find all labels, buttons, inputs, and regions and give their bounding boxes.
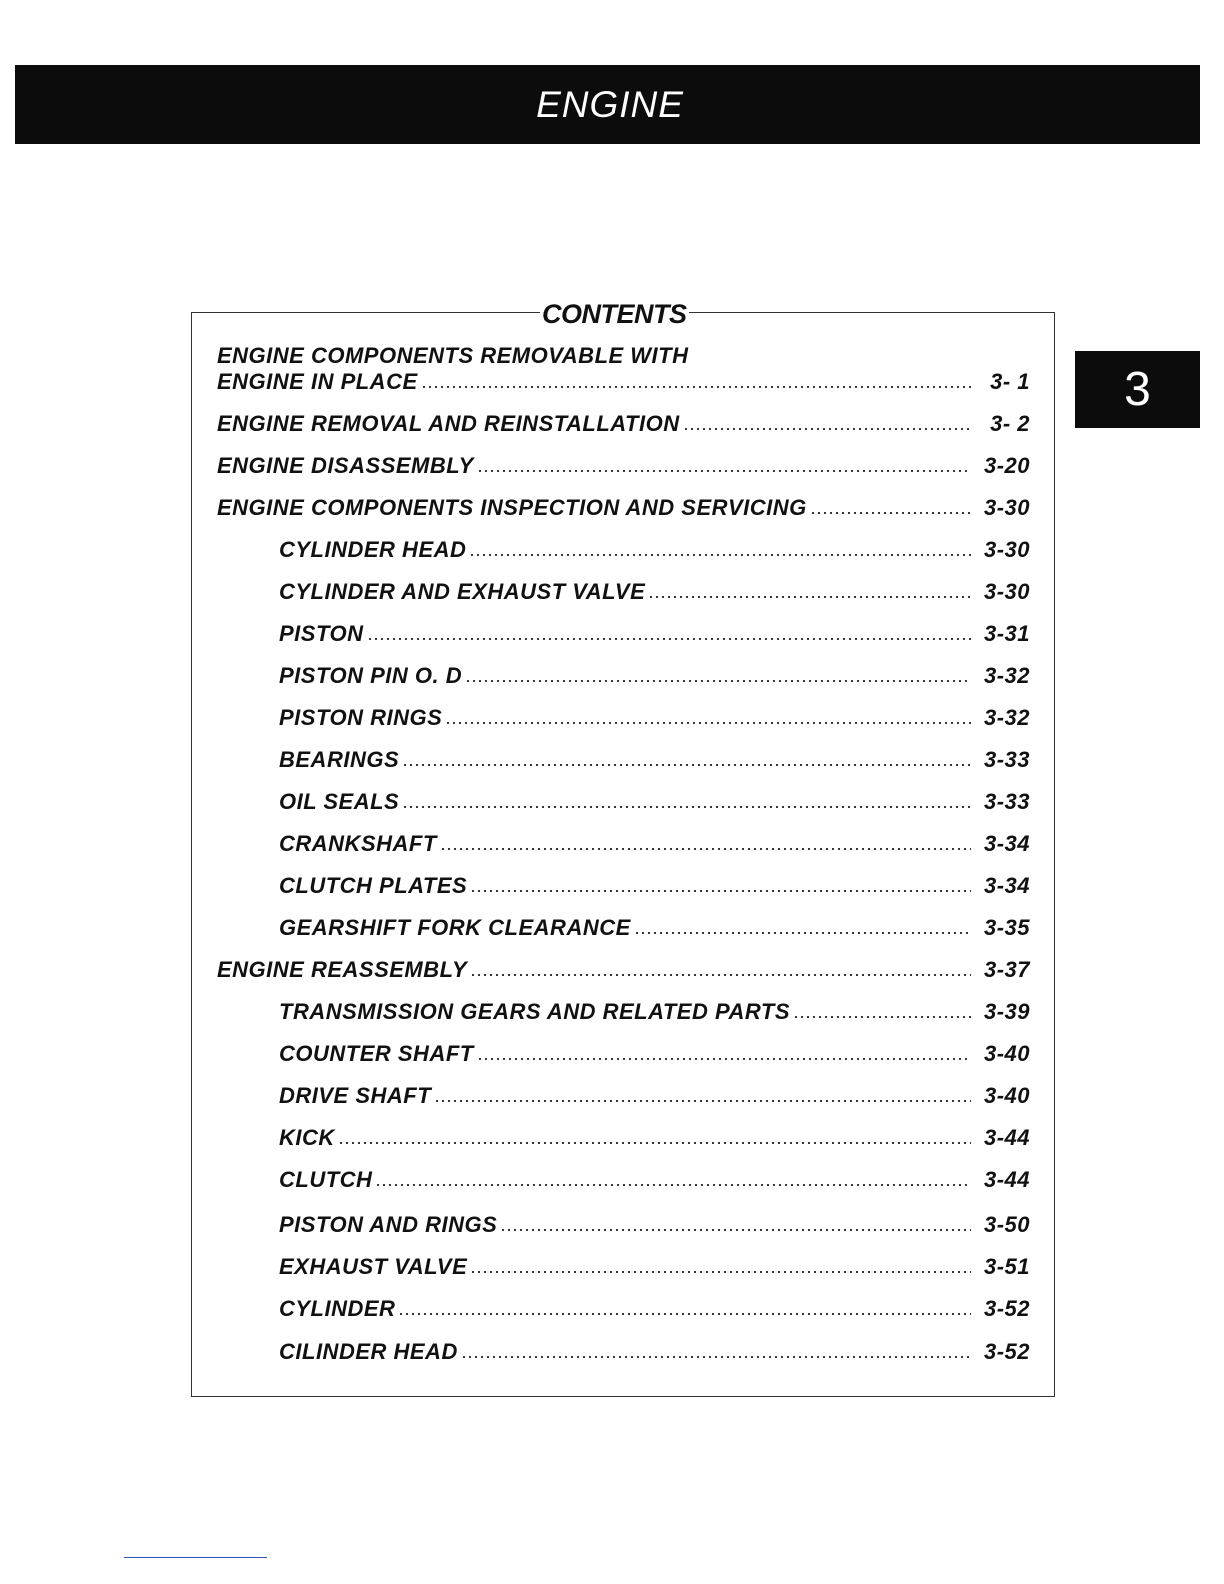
toc-entry-label: PISTON bbox=[279, 621, 364, 646]
toc-entry[interactable] bbox=[279, 873, 1030, 899]
toc-entry[interactable] bbox=[279, 537, 1030, 563]
toc-entry[interactable] bbox=[279, 663, 1030, 689]
toc-entry[interactable] bbox=[279, 1296, 1030, 1322]
toc-entry-label: PISTON PIN O. D bbox=[279, 663, 463, 688]
toc-entry-label: BEARINGS bbox=[279, 747, 400, 772]
dot-leader bbox=[440, 847, 971, 851]
footer-rule bbox=[124, 1557, 267, 1558]
header-bar bbox=[15, 65, 1200, 144]
toc-entry-page: 3-33 bbox=[983, 747, 1030, 772]
toc-entry-label: ENGINE IN PLACE bbox=[217, 369, 418, 394]
toc-entry-page: 3-32 bbox=[983, 663, 1030, 688]
toc-entry-page: 3-33 bbox=[983, 789, 1030, 814]
toc-entry-label: COUNTER SHAFT bbox=[279, 1041, 474, 1066]
chapter-tab: 3 bbox=[1075, 351, 1200, 428]
toc-entry-page: 3-35 bbox=[983, 915, 1030, 940]
toc-entry-label: CRANKSHAFT bbox=[279, 831, 437, 856]
toc-entry-page: 3-31 bbox=[983, 621, 1030, 646]
toc-entry-page: 3-52 bbox=[983, 1339, 1030, 1364]
toc-entry-page: 3-34 bbox=[983, 873, 1030, 898]
page-title: ENGINE bbox=[536, 83, 684, 125]
toc-entry[interactable] bbox=[279, 1212, 1030, 1238]
dot-leader bbox=[470, 973, 971, 977]
toc-entry-label: EXHAUST VALVE bbox=[279, 1254, 468, 1279]
toc-entry-label: ENGINE REASSEMBLY bbox=[217, 957, 468, 982]
dot-leader bbox=[634, 931, 971, 935]
toc-entry[interactable] bbox=[279, 621, 1030, 647]
toc-entry-page: 3-32 bbox=[983, 705, 1030, 730]
contents-title: CONTENTS bbox=[542, 299, 687, 329]
toc-entry-line: ENGINE COMPONENTS REMOVABLE WITH bbox=[217, 343, 689, 368]
toc-entry-page: 3- 1 bbox=[990, 369, 1030, 394]
toc-entry-page: 3-40 bbox=[983, 1083, 1030, 1108]
toc-entry-page: 3-34 bbox=[983, 831, 1030, 856]
toc-entry-page: 3-40 bbox=[983, 1041, 1030, 1066]
toc-entry[interactable] bbox=[279, 747, 1030, 773]
toc-entry[interactable] bbox=[217, 957, 1030, 983]
dot-leader bbox=[477, 1057, 971, 1061]
dot-leader bbox=[465, 679, 971, 683]
dot-leader bbox=[338, 1141, 971, 1145]
toc-entry-label: ENGINE REMOVAL AND REINSTALLATION bbox=[217, 411, 680, 436]
dot-leader bbox=[375, 1183, 971, 1187]
toc-entry-label: DRIVE SHAFT bbox=[279, 1083, 432, 1108]
toc-entry-page: 3- 2 bbox=[990, 411, 1030, 436]
toc-entry-label: OIL SEALS bbox=[279, 789, 400, 814]
dot-leader bbox=[470, 1270, 971, 1274]
toc-entry[interactable] bbox=[279, 1254, 1030, 1280]
dot-leader bbox=[500, 1228, 971, 1232]
dot-leader bbox=[477, 469, 971, 473]
toc-entry-label: CILINDER HEAD bbox=[279, 1339, 458, 1364]
toc-entry-label: CYLINDER bbox=[279, 1296, 396, 1321]
dot-leader bbox=[470, 889, 971, 893]
dot-leader bbox=[402, 763, 971, 767]
toc-entry-page: 3-44 bbox=[983, 1167, 1030, 1192]
dot-leader bbox=[461, 1355, 971, 1359]
toc-entry-page: 3-50 bbox=[983, 1212, 1030, 1237]
toc-entry-label: PISTON RINGS bbox=[279, 705, 443, 730]
toc-entry[interactable] bbox=[217, 411, 1030, 437]
toc-entry-page: 3-20 bbox=[983, 453, 1030, 478]
toc-entry[interactable] bbox=[279, 831, 1030, 857]
toc-entry-label: ENGINE DISASSEMBLY bbox=[217, 453, 474, 478]
toc-entry-page: 3-44 bbox=[983, 1125, 1030, 1150]
toc-entry[interactable] bbox=[217, 453, 1030, 479]
toc-entry-label: GEARSHIFT FORK CLEARANCE bbox=[279, 915, 631, 940]
dot-leader bbox=[421, 385, 971, 389]
toc-entry-page: 3-37 bbox=[983, 957, 1030, 982]
toc-entry-label: CYLINDER AND EXHAUST VALVE bbox=[279, 579, 646, 604]
toc-entry[interactable] bbox=[217, 495, 1030, 521]
dot-leader bbox=[398, 1312, 971, 1316]
dot-leader bbox=[367, 637, 971, 641]
toc-entry[interactable] bbox=[279, 915, 1030, 941]
toc-entry-page: 3-30 bbox=[983, 579, 1030, 604]
toc-entry-label: CLUTCH PLATES bbox=[279, 873, 468, 898]
dot-leader bbox=[445, 721, 971, 725]
toc-entry-label: CLUTCH bbox=[279, 1167, 373, 1192]
toc-entry-label: KICK bbox=[279, 1125, 335, 1150]
toc-entry-page: 3-30 bbox=[983, 495, 1030, 520]
toc-entry-label: ENGINE COMPONENTS INSPECTION AND SERVICING bbox=[217, 495, 807, 520]
dot-leader bbox=[434, 1099, 971, 1103]
toc-entry-page: 3-39 bbox=[983, 999, 1030, 1024]
toc-entry-page: 3-51 bbox=[983, 1254, 1030, 1279]
dot-leader bbox=[793, 1015, 971, 1019]
dot-leader bbox=[469, 553, 971, 557]
toc-entry[interactable] bbox=[279, 1083, 1030, 1109]
dot-leader bbox=[402, 805, 971, 809]
toc-entry[interactable] bbox=[217, 369, 1030, 395]
toc-entry[interactable] bbox=[279, 1125, 1030, 1151]
toc-entry[interactable] bbox=[279, 789, 1030, 815]
toc-entry[interactable] bbox=[279, 1167, 1030, 1193]
toc-entry[interactable] bbox=[279, 579, 1030, 605]
toc-entry-page: 3-30 bbox=[983, 537, 1030, 562]
toc-entry-page: 3-52 bbox=[983, 1296, 1030, 1321]
dot-leader bbox=[810, 511, 971, 515]
dot-leader bbox=[683, 427, 971, 431]
toc-entry-label: CYLINDER HEAD bbox=[279, 537, 467, 562]
toc-entry-label: PISTON AND RINGS bbox=[279, 1212, 498, 1237]
dot-leader bbox=[648, 595, 971, 599]
toc-entry[interactable] bbox=[279, 999, 1030, 1025]
toc-entry[interactable] bbox=[279, 1041, 1030, 1067]
toc-entry-label: TRANSMISSION GEARS AND RELATED PARTS bbox=[279, 999, 790, 1024]
toc-entry[interactable] bbox=[279, 1339, 1030, 1365]
toc-entry[interactable] bbox=[279, 705, 1030, 731]
